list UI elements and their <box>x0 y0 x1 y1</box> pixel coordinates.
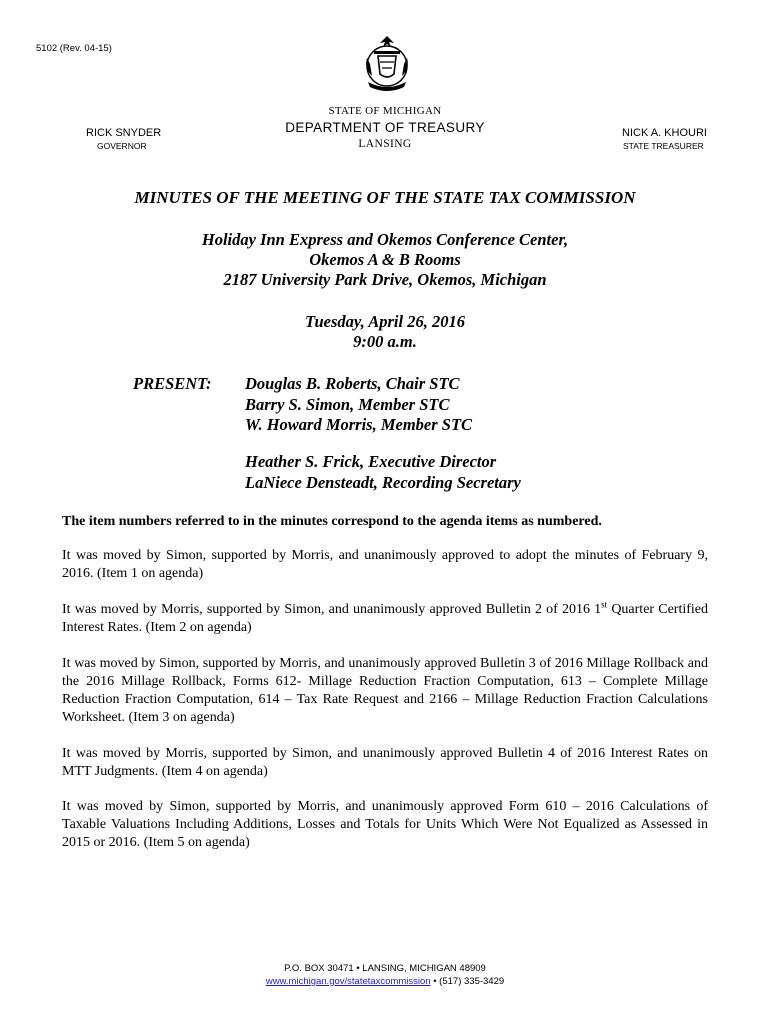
meeting-time: 9:00 a.m. <box>353 332 417 351</box>
venue-line: Holiday Inn Express and Okemos Conference Center, <box>201 230 569 249</box>
venue-line: Okemos A & B Rooms <box>309 250 461 269</box>
venue-line: 2187 University Park Drive, Okemos, Michigan <box>223 270 547 289</box>
document-title: MINUTES OF THE MEETING OF THE STATE TAX COMMISSION <box>134 188 636 207</box>
minutes-item-5: It was moved by Simon, supported by Morris, and unanimously approved Form 610 – 2016 Calculations of Taxable Valuations Including Additions, Losses and Totals for Units Which Were Not Equalized as Assessed in 2015 or 2016. (Item 5 on agenda) <box>62 799 708 850</box>
treasurer-name: NICK A. KHOURI <box>622 127 707 139</box>
city-name: LANSING <box>358 138 412 150</box>
staff-list <box>245 452 521 493</box>
meeting-date: Tuesday, April 26, 2016 <box>305 312 465 331</box>
meeting-datetime <box>0 312 770 352</box>
form-number: 5102 (Rev. 04-15) <box>36 43 112 54</box>
footer-phone: • (517) 335-3429 <box>430 976 505 987</box>
governor-name: RICK SNYDER <box>86 127 162 139</box>
footer-address: P.O. BOX 30471 • LANSING, MICHIGAN 48909 <box>284 963 486 974</box>
state-line: STATE OF MICHIGAN <box>328 105 442 117</box>
minutes-item-3: It was moved by Simon, supported by Morris, and unanimously approved Bulletin 3 of 2016 Millage Rollback and the 2016 Millage Rollback, Forms 612- Millage Reduction Fraction Computation, 613 – Complete Millage Reduction Fraction Computation, 614 – Tax Rate Request and 2166 – Millage Reduction Fraction Calculations Worksheet. (Item 3 on agenda) <box>62 656 708 725</box>
present-label: PRESENT: <box>133 374 212 393</box>
agenda-note: The item numbers referred to in the minutes correspond to the agenda items as numbered. <box>62 514 602 529</box>
staff-entry: Heather S. Frick, Executive Director <box>245 452 497 471</box>
treasurer-title: STATE TREASURER <box>623 141 704 151</box>
governor-title: GOVERNOR <box>97 141 147 151</box>
members-list <box>245 374 472 436</box>
minutes-item-2 <box>62 601 708 637</box>
item-text: Quarter Certified Interest Rates. (Item 2 on agenda) <box>62 602 708 635</box>
member-entry: Barry S. Simon, Member STC <box>245 394 450 414</box>
minutes-item-1: It was moved by Simon, supported by Morris, and unanimously approved to adopt the minutes of February 9, 2016. (Item 1 on agenda) <box>62 548 708 581</box>
staff-entry: LaNiece Densteadt, Recording Secretary <box>245 472 521 492</box>
ordinal-suffix: st <box>601 599 608 610</box>
website-link[interactable]: www.michigan.gov/statetaxcommission <box>265 976 431 987</box>
member-entry: Douglas B. Roberts, Chair STC <box>245 374 460 393</box>
footer-contact <box>0 976 770 987</box>
minutes-item-4: It was moved by Morris, supported by Simon, and unanimously approved Bulletin 4 of 2016 Interest Rates on MTT Judgments. (Item 4 on agenda) <box>62 746 708 779</box>
meeting-venue <box>0 230 770 290</box>
member-entry: W. Howard Morris, Member STC <box>245 415 473 434</box>
michigan-state-seal-icon <box>358 34 416 96</box>
department-name: DEPARTMENT OF TREASURY <box>285 120 485 135</box>
item-text: It was moved by Morris, supported by Simon, and unanimously approved Bulletin 2 of 2016 1 <box>62 602 602 617</box>
